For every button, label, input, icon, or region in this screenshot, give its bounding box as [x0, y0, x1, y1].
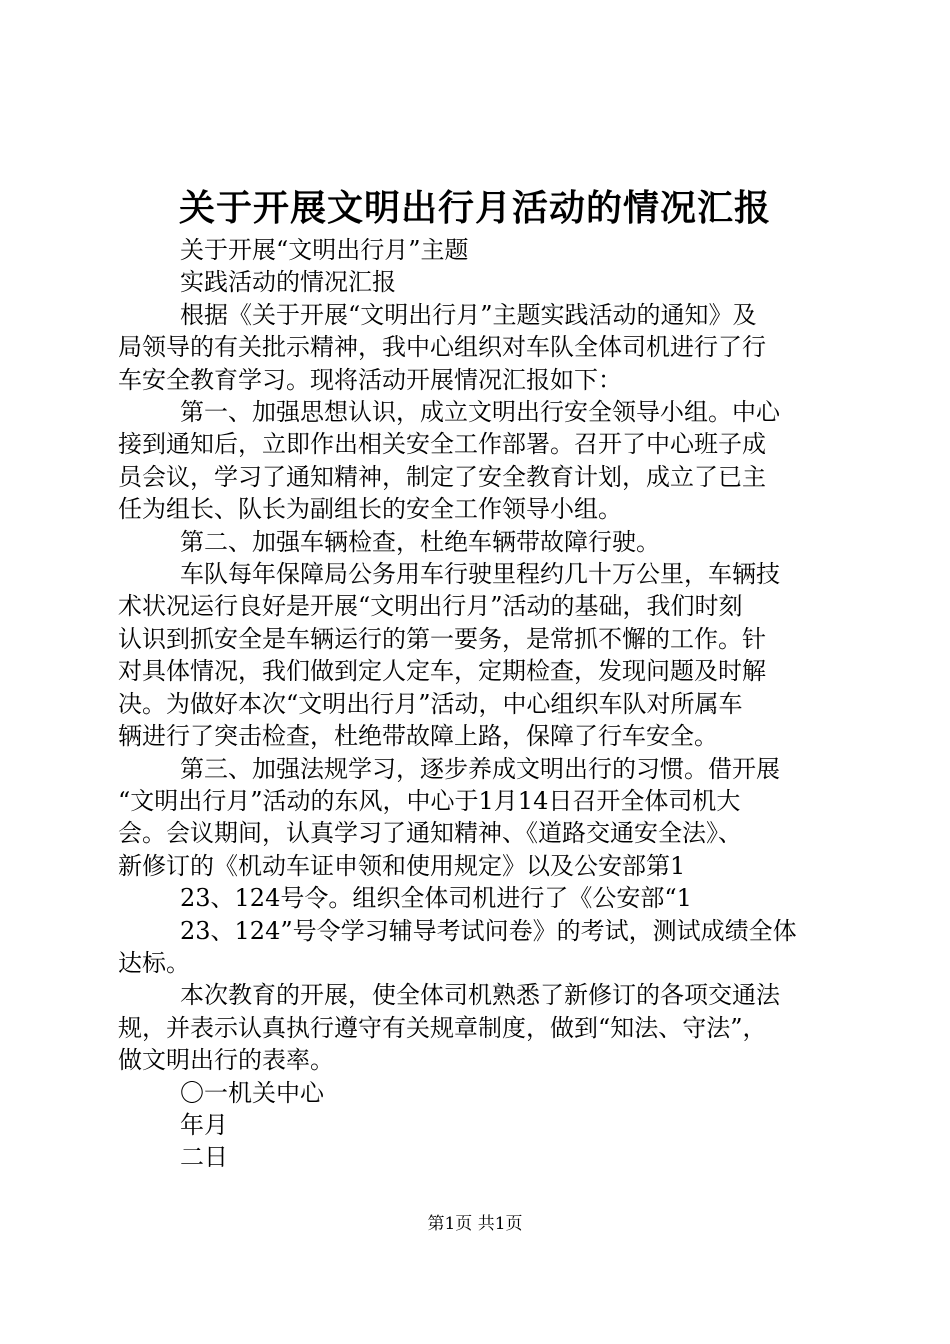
text-line: 〇一机关中心	[180, 1078, 324, 1107]
text-line: 接到通知后，立即作出相关安全工作部署。召开了中心班子成	[118, 430, 766, 459]
text-line: 达标。	[118, 948, 190, 977]
text-line: 规，并表示认真执行遵守有关规章制度，做到“知法、守法”，	[118, 1013, 767, 1042]
text-line: 术状况运行良好是开展“文明出行月”活动的基础，我们时刻	[118, 592, 743, 621]
document-body	[118, 234, 833, 1174]
text-line: 局领导的有关批示精神，我中心组织对车队全体司机进行了行	[118, 333, 766, 362]
text-line: 关于开展“文明出行月”主题	[180, 236, 469, 264]
document-title: 关于开展文明出行月活动的情况汇报	[178, 187, 771, 229]
text-line: 年月	[180, 1110, 228, 1139]
text-line: 第三、加强法规学习，逐步养成文明出行的习惯。借开展	[180, 754, 780, 783]
text-line: 对具体情况，我们做到定人定车，定期检查，发现问题及时解	[118, 657, 766, 686]
text-line: 车安全教育学习。现将活动开展情况汇报如下：	[118, 365, 622, 394]
text-line: 23、124号令。组织全体司机进行了《公安部“1	[180, 884, 692, 913]
text-line: 23、124”号令学习辅导考试问卷》的考试，测试成绩全体	[180, 916, 797, 945]
text-line: 决。为做好本次“文明出行月”活动，中心组织车队对所属车	[118, 689, 743, 718]
text-line: 车队每年保障局公务用车行驶里程约几十万公里，车辆技	[180, 560, 780, 589]
text-line: 辆进行了突击检查，杜绝带故障上路，保障了行车安全。	[118, 722, 718, 751]
text-line: 第一、加强思想认识，成立文明出行安全领导小组。中心	[180, 398, 780, 427]
text-line: 二日	[180, 1143, 228, 1172]
text-line: 第二、加强车辆检查，杜绝车辆带故障行驶。	[180, 527, 660, 556]
text-line: 认识到抓安全是车辆运行的第一要务，是常抓不懈的工作。针	[118, 624, 766, 653]
text-line: 会。会议期间，认真学习了通知精神、《道路交通安全法》、	[118, 819, 742, 848]
text-line: 根据《关于开展“文明出行月”主题实践活动的通知》及	[180, 300, 757, 329]
text-line: 实践活动的情况汇报	[180, 268, 396, 297]
text-line: 新修订的《机动车证申领和使用规定》以及公安部第1	[118, 851, 686, 880]
page-footer: 第1页 共1页	[427, 1214, 523, 1234]
text-line: 本次教育的开展，使全体司机熟悉了新修订的各项交通法	[180, 981, 780, 1010]
text-line: 做文明出行的表率。	[118, 1046, 334, 1075]
text-line: 员会议，学习了通知精神，制定了安全教育计划，成立了已主	[118, 462, 766, 491]
text-line: 任为组长、队长为副组长的安全工作领导小组。	[118, 495, 622, 524]
text-line: “文明出行月”活动的东风，中心于1月14日召开全体司机大	[118, 786, 741, 815]
